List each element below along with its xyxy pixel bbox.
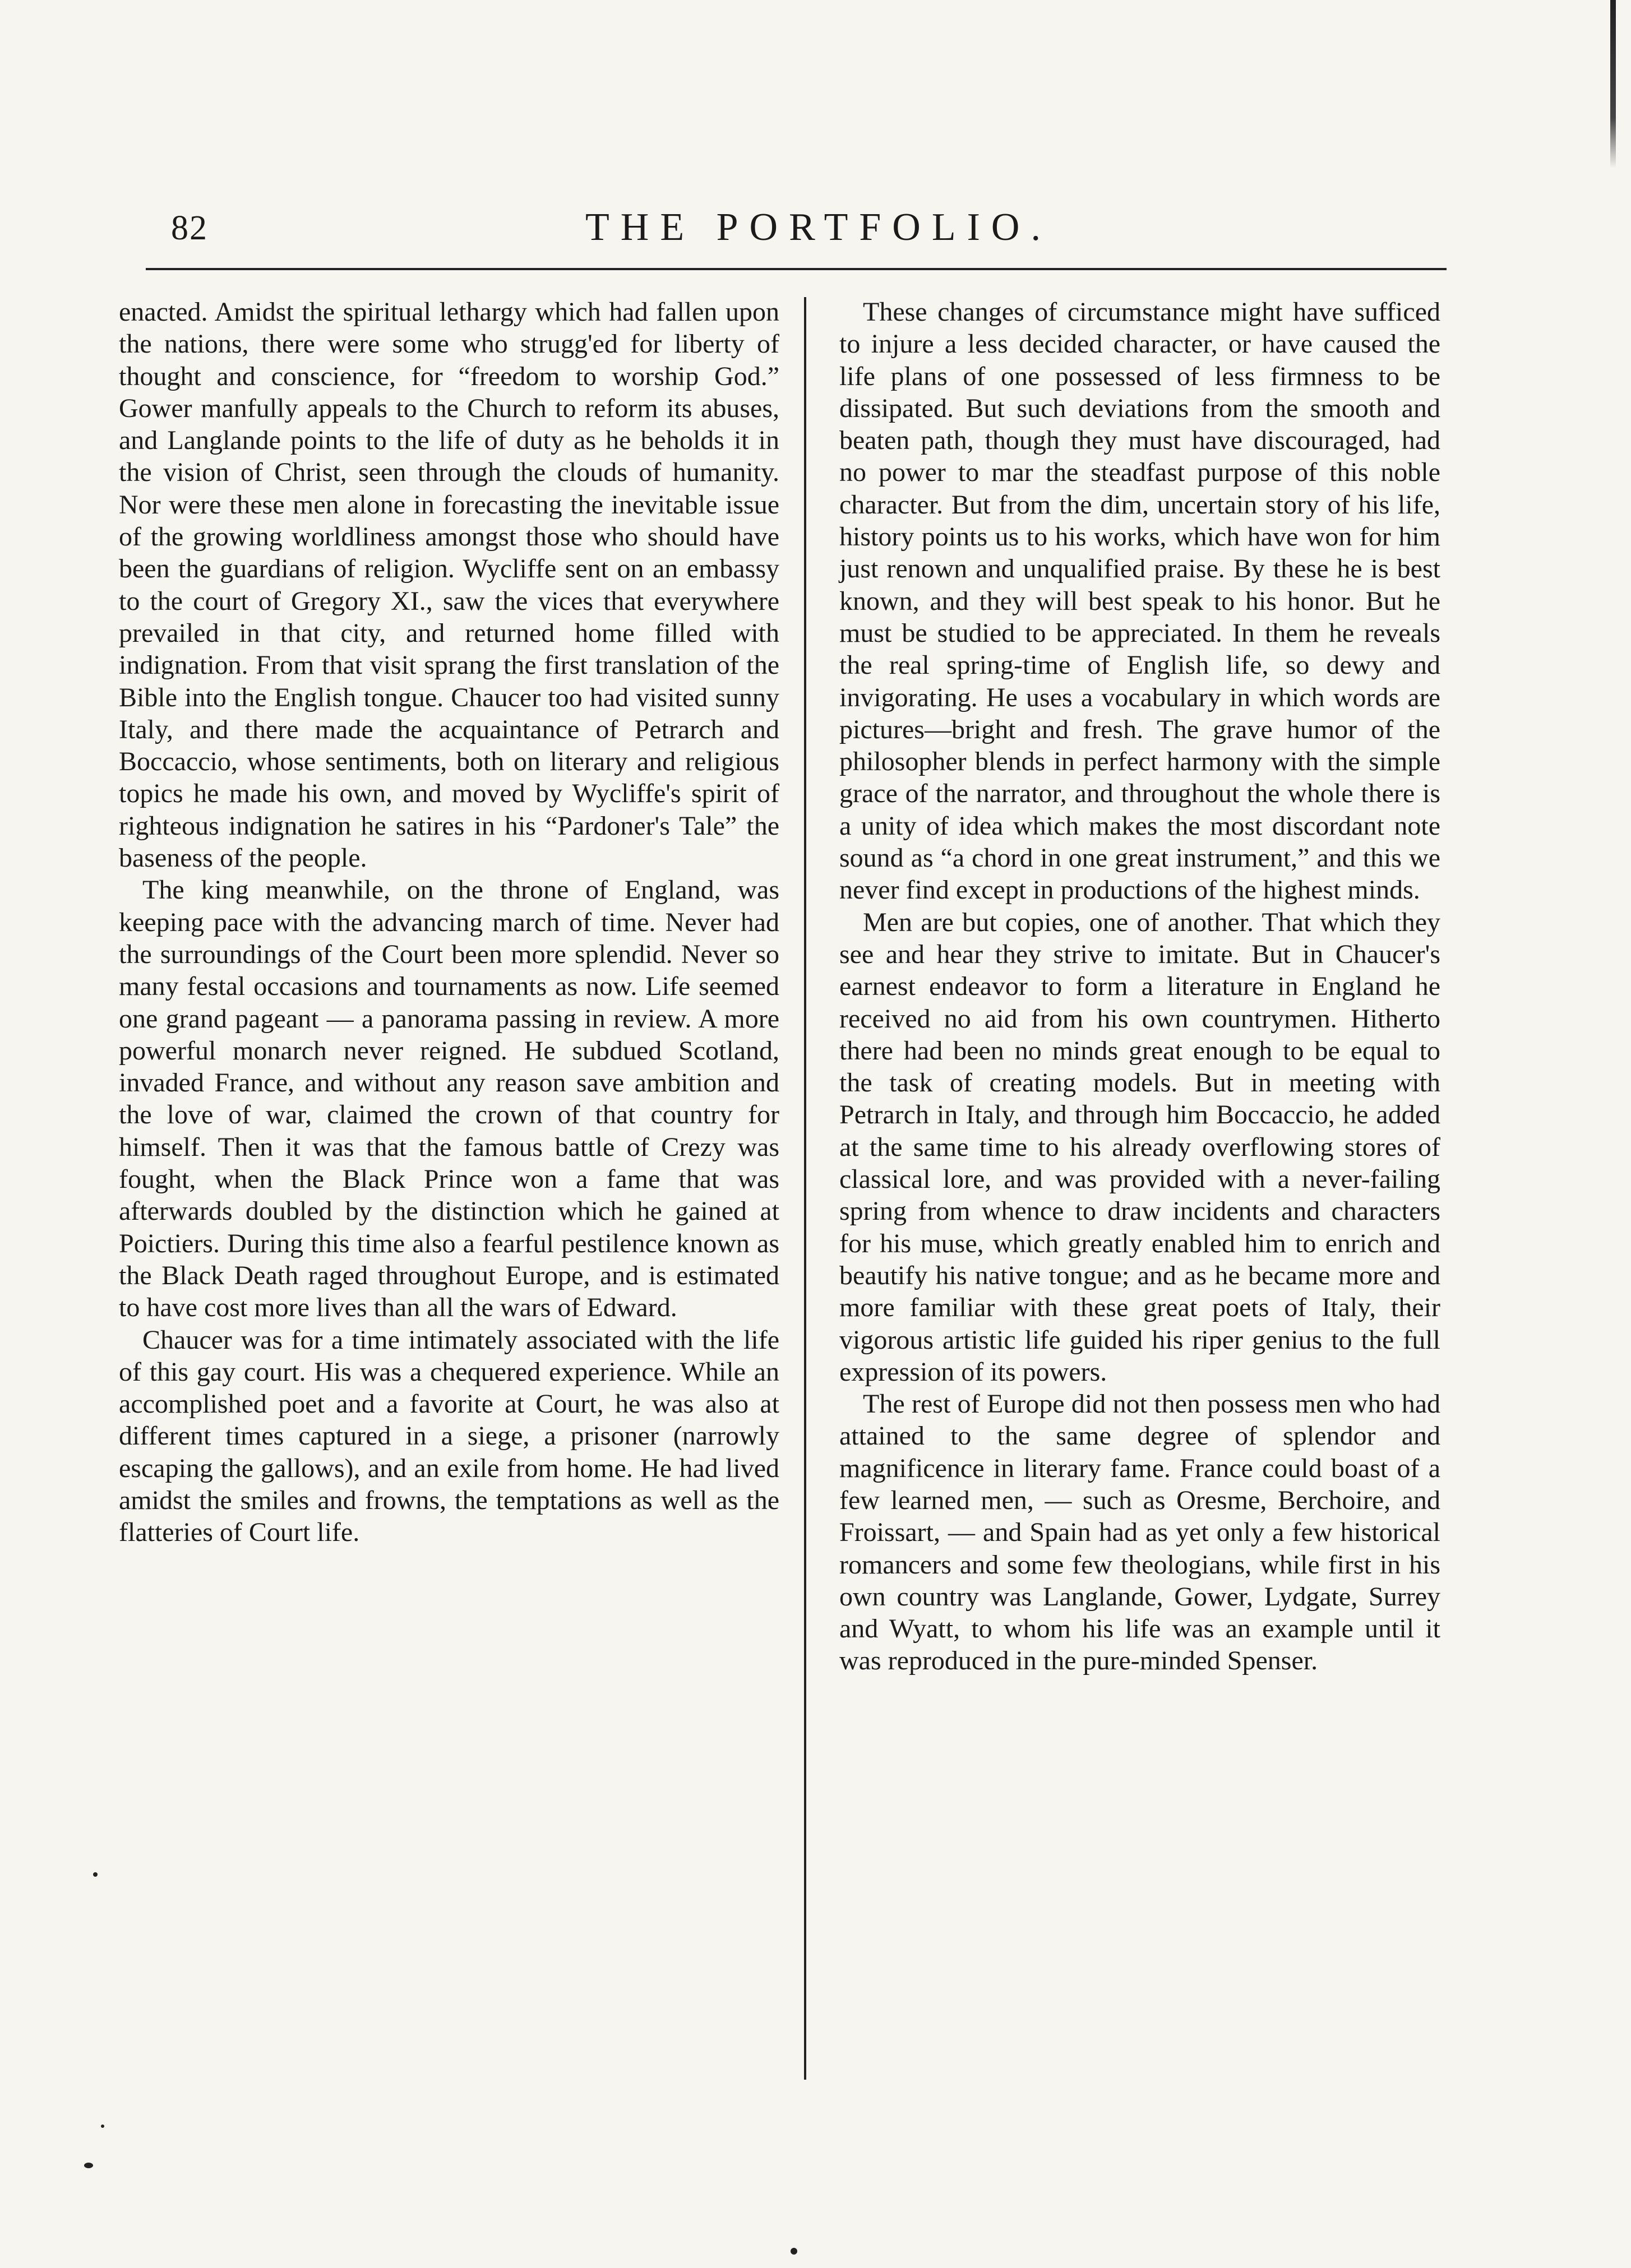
right-column (839, 296, 1440, 1677)
column-rule (804, 297, 806, 2080)
left-column (119, 296, 779, 1549)
ink-speck (101, 2124, 104, 2128)
running-title: THE PORTFOLIO. (585, 206, 1052, 249)
ink-speck (93, 1872, 98, 1877)
page-number: 82 (171, 209, 208, 247)
paragraph: Chaucer was for a time intimately associated with the life of this gay court. His was a chequered experience. While an accomplished poet and a favorite at Court, he was also at different times captured in a siege, a prisoner (narrowly escaping the gallows), and an exile from home. He had lived amidst the smiles and frowns, the temptations as well as the flatteries of Court life. (119, 1325, 779, 1548)
ink-speck (84, 2163, 93, 2168)
header-rule (146, 268, 1447, 270)
paragraph: enacted. Amidst the spiritual lethargy which had fallen upon the nations, there were some who strugg'ed for liberty of thought and conscience, for “freedom to worship God.” Gower manfully appeals to the Church to reform its abuses, and Langlande points to the life of duty as he beholds it in the vision of Christ, seen through the clouds of humanity. Nor were these men alone in forecasting the inevitable issue of the growing worldliness amongst those who should have been the guardians of religion. Wycliffe sent on an embassy to the court of Gregory XI., saw the vices that everywhere prevailed in that city, and returned home filled with indignation. From that visit sprang the first translation of the Bible into the English tongue. Chaucer too had visited sunny Italy, and there made the acquaintance of Petrarch and Boccaccio, whose sentiments, both on literary and religious topics he made his own, and moved by Wycliffe's spirit of righteous indignation he satires in his “Pardoner's Tale” the baseness of the people. (119, 297, 779, 873)
paragraph: Men are but copies, one of another. That which they see and hear they strive to imitate. But in Chaucer's earnest endeavor to form a literature in England he received no aid from his own countrymen. Hitherto there had been no minds great enough to be equal to the task of creating models. But in meeting with Petrarch in Italy, and through him Boccaccio, he added at the same time to his already overflowing stores of classical lore, and was provided with a never-failing spring from whence to draw incidents and characters for his muse, which greatly enabled him to enrich and beautify his native tongue; and as he became more and more familiar with these great poets of Italy, their vigorous artistic life guided his riper genius to the full expression of its powers. (839, 907, 1440, 1387)
page-edge-shadow (1610, 0, 1616, 168)
paragraph: The king meanwhile, on the throne of England, was keeping pace with the advancing march of time. Never had the surroundings of the Court been more splendid. Never so many festal occasions and tournaments as now. Life seemed one grand pageant — a panorama passing in review. A more powerful monarch never reigned. He subdued Scotland, invaded France, and without any reason save ambition and the love of war, claimed the crown of that country for himself. Then it was that the famous battle of Crezy was fought, when the Black Prince won a fame that was afterwards doubled by the distinction which he gained at Poictiers. During this time also a fearful pestilence known as the Black Death raged throughout Europe, and is estimated to have cost more lives than all the wars of Edward. (119, 875, 779, 1323)
paragraph: The rest of Europe did not then possess men who had attained to the same degree of splendor and magnificence in literary fame. France could boast of a few learned men, — such as Oresme, Berchoire, and Froissart, — and Spain had as yet only a few historical romancers and some few theologians, while first in his own country was Langlande, Gower, Lydgate, Surrey and Wyatt, to whom his life was an example until it was reproduced in the pure-minded Spenser. (839, 1389, 1440, 1676)
ink-speck (791, 2248, 797, 2255)
paragraph: These changes of circumstance might have sufficed to injure a less decided character, or have caused the life plans of one possessed of less firmness to be dissipated. But such deviations from the smooth and beaten path, though they must have discouraged, had no power to mar the steadfast purpose of this noble character. But from the dim, uncertain story of his life, history points us to his works, which have won for him just renown and unqualified praise. By these he is best known, and they will best speak to his honor. But he must be studied to be appreciated. In them he reveals the real spring-time of English life, so dewy and invigorating. He uses a vocabulary in which words are pictures—bright and fresh. The grave humor of the philosopher blends in perfect harmony with the simple grace of the narrator, and throughout the whole there is a unity of idea which makes the most discordant note sound as “a chord in one great instrument,” and this we never find except in productions of the highest minds. (839, 297, 1440, 905)
